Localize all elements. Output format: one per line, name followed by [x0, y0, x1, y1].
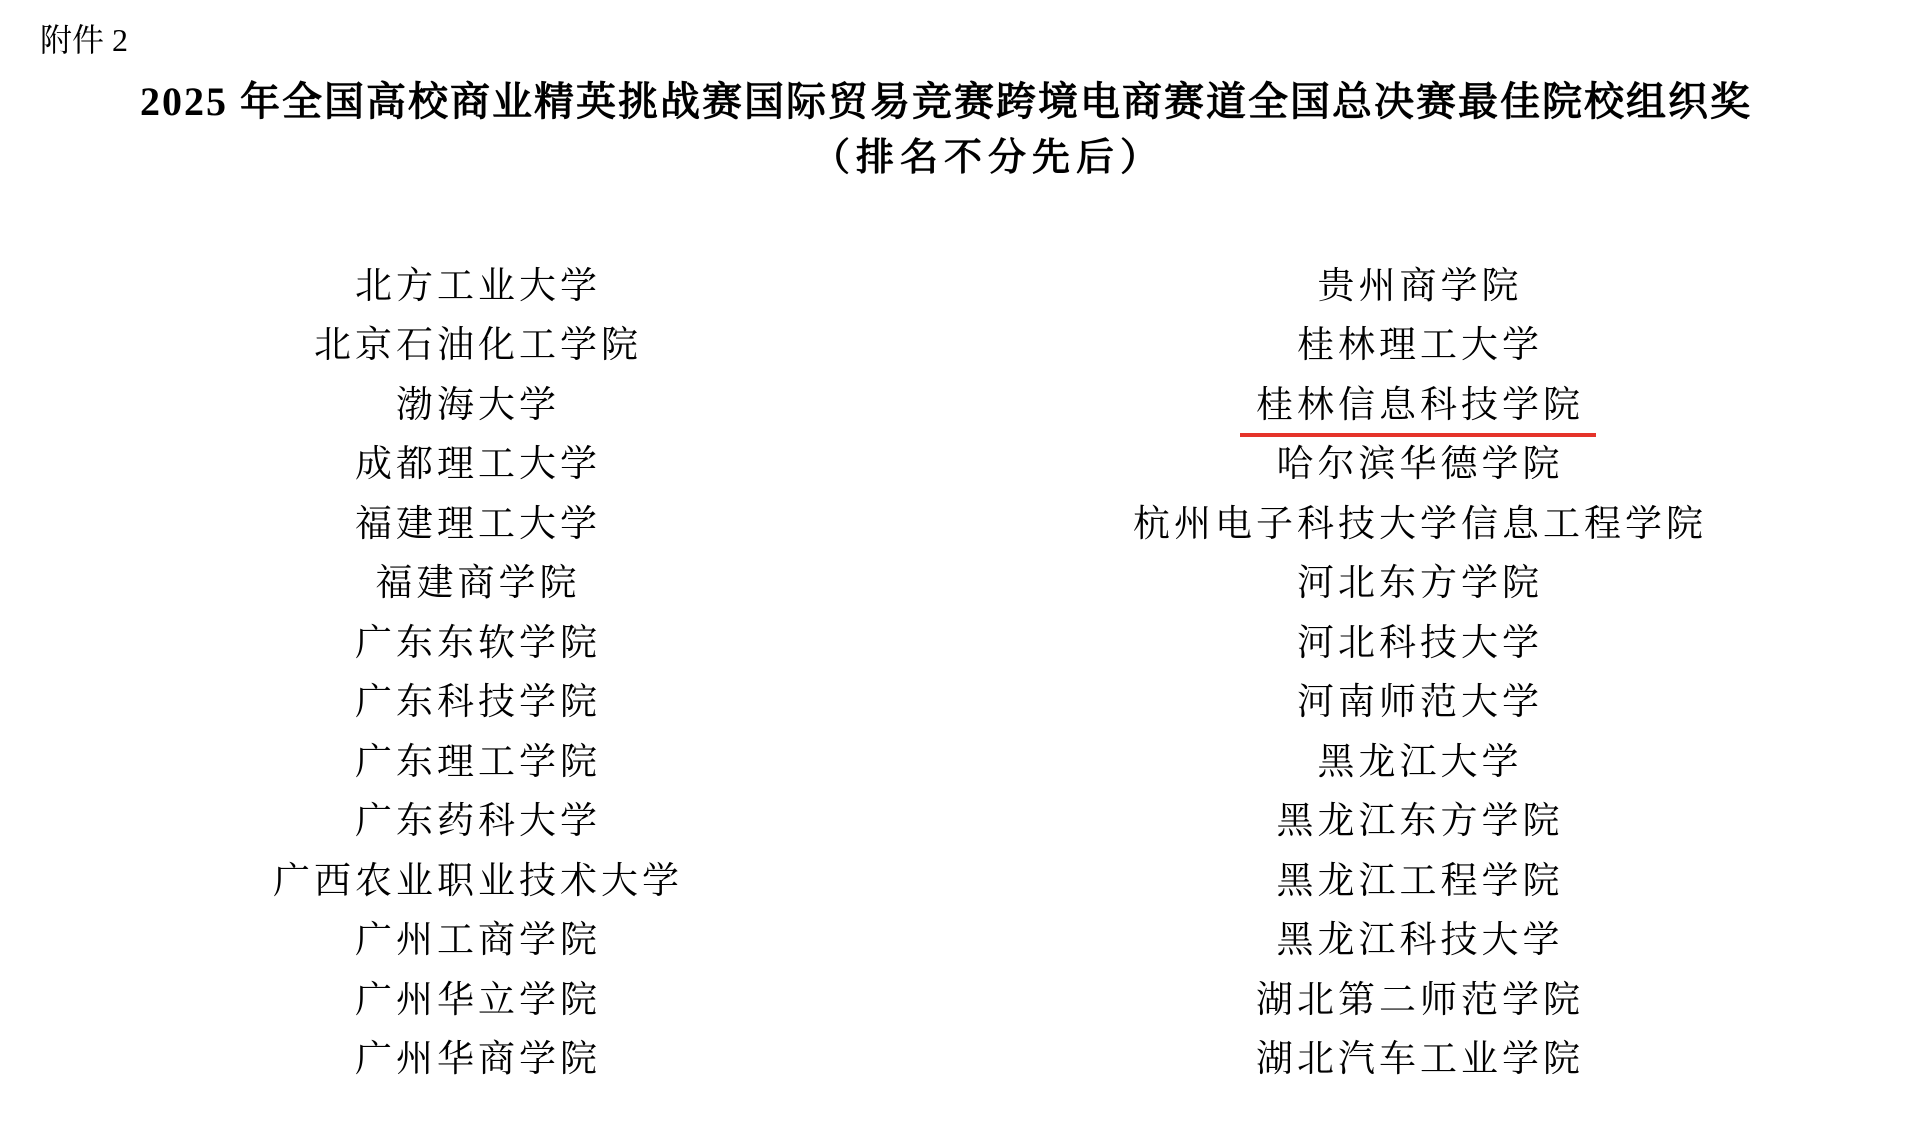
- school-name: 湖北汽车工业学院: [1256, 1039, 1584, 1081]
- school-name: 广东理工学院: [355, 741, 601, 783]
- school-name: 黑龙江科技大学: [1276, 920, 1564, 962]
- school-row: [355, 436, 601, 496]
- school-row: [376, 555, 581, 615]
- school-row: [1297, 674, 1543, 734]
- school-name: 广东东软学院: [355, 622, 601, 664]
- school-list-left-column: [273, 257, 683, 1090]
- school-row: [1277, 436, 1564, 496]
- school-name: 广东药科大学: [355, 801, 601, 843]
- attachment-label: 附件 2: [40, 22, 129, 58]
- school-row: [355, 971, 601, 1031]
- school-row: [1133, 495, 1707, 555]
- school-name: 成都理工大学: [355, 444, 601, 486]
- school-name: 广州华商学院: [355, 1039, 601, 1081]
- school-row: [1256, 971, 1584, 1031]
- school-name: 河北东方学院: [1297, 563, 1543, 605]
- school-name: 哈尔滨华德学院: [1276, 444, 1564, 486]
- school-row: [1297, 614, 1543, 674]
- school-name-highlighted: 桂林信息科技学院: [1256, 384, 1584, 426]
- school-row: [396, 376, 560, 436]
- school-name: 广州工商学院: [355, 920, 601, 962]
- school-row: [1297, 317, 1543, 377]
- document-title: 2025 年全国高校商业精英挑战赛国际贸易竞赛跨境电商赛道全国总决赛最佳院校组织奖: [140, 79, 1752, 124]
- school-name: 北方工业大学: [355, 265, 601, 307]
- school-list-right-column: [1133, 257, 1707, 1090]
- document-subtitle: （排名不分先后）: [811, 137, 1165, 179]
- school-row: [273, 852, 683, 912]
- school-name: 河南师范大学: [1297, 682, 1543, 724]
- school-name: 福建理工大学: [355, 503, 601, 545]
- school-row: [355, 614, 601, 674]
- school-name: 北京石油化工学院: [314, 325, 642, 367]
- school-name: 杭州电子科技大学信息工程学院: [1133, 503, 1707, 545]
- school-row: [355, 495, 601, 555]
- school-row: [1318, 733, 1523, 793]
- school-name: 贵州商学院: [1317, 265, 1523, 307]
- school-name: 福建商学院: [375, 563, 581, 605]
- school-row: [1256, 1031, 1584, 1091]
- school-name: 广州华立学院: [355, 979, 601, 1021]
- school-row: [355, 912, 601, 972]
- school-name: 渤海大学: [396, 384, 560, 426]
- school-name: 桂林理工大学: [1297, 325, 1543, 367]
- school-name: 黑龙江工程学院: [1276, 860, 1564, 902]
- school-row: [1318, 257, 1523, 317]
- school-name: 广西农业职业技术大学: [273, 860, 683, 902]
- school-row: [1256, 376, 1584, 436]
- school-row: [355, 793, 601, 853]
- school-row: [355, 1031, 601, 1091]
- school-name: 黑龙江大学: [1317, 741, 1523, 783]
- school-name: 广东科技学院: [355, 682, 601, 724]
- school-name: 湖北第二师范学院: [1256, 979, 1584, 1021]
- school-row: [1277, 912, 1564, 972]
- school-row: [1277, 852, 1564, 912]
- school-name: 黑龙江东方学院: [1276, 801, 1564, 843]
- school-name: 河北科技大学: [1297, 622, 1543, 664]
- school-row: [1277, 793, 1564, 853]
- school-row: [314, 317, 642, 377]
- school-row: [1297, 555, 1543, 615]
- school-row: [355, 257, 601, 317]
- school-row: [355, 674, 601, 734]
- school-row: [355, 733, 601, 793]
